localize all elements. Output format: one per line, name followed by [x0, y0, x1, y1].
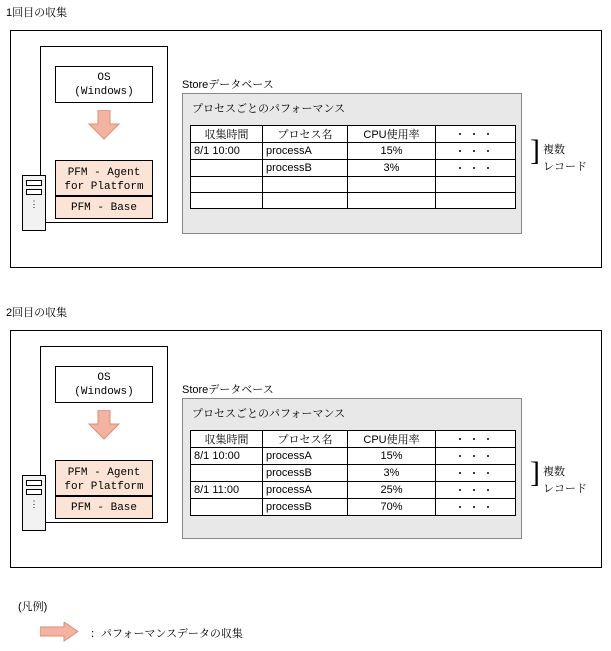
table-row: [191, 499, 516, 516]
table-row: [191, 482, 516, 499]
server-slot: [26, 189, 42, 195]
cell-cpu-usage: 15%: [348, 448, 436, 465]
server-slot: [26, 489, 42, 495]
cell-cpu-usage: 15%: [348, 143, 436, 160]
cell-process-name: [263, 193, 348, 209]
cell-more: ・・・: [436, 482, 516, 499]
cell-more: [436, 177, 516, 193]
os-label-line1: OS: [97, 72, 111, 84]
cell-collection-time: [191, 465, 263, 482]
os-box-first: [55, 66, 153, 103]
server-tower-icon-second: [22, 475, 46, 531]
column-header-more: ・・・: [436, 431, 516, 448]
cell-process-name: processA: [263, 143, 348, 160]
cell-process-name: processB: [263, 160, 348, 177]
os-box-second: [55, 366, 153, 403]
cell-collection-time: [191, 193, 263, 209]
pfm-agent-label-line2: for Platform: [64, 481, 144, 493]
pfm-agent-box-second: [55, 460, 153, 496]
cell-cpu-usage: [348, 177, 436, 193]
table-row: [191, 177, 516, 193]
cell-cpu-usage: 3%: [348, 160, 436, 177]
record-bracket-second: ]: [530, 456, 540, 489]
cell-more: ・・・: [436, 160, 516, 177]
record-count-label-first-line2: レコード: [543, 161, 587, 173]
collection-arrow-icon-first: [87, 110, 121, 140]
cell-more: ・・・: [436, 465, 516, 482]
cell-collection-time: [191, 160, 263, 177]
column-header-process-name: プロセス名: [263, 126, 348, 143]
table-row: [191, 160, 516, 177]
record-count-label-first-line1: 複数: [543, 144, 565, 156]
cell-more: [436, 193, 516, 209]
server-slot: [26, 480, 42, 486]
os-label-line1: OS: [97, 372, 111, 384]
legend-arrow-icon: [40, 622, 80, 642]
cell-process-name: processA: [263, 482, 348, 499]
cell-collection-time: 8/1 10:00: [191, 448, 263, 465]
pfm-base-box-first: [55, 196, 153, 219]
server-slot: [26, 180, 42, 186]
column-header-collection-time: 収集時間: [191, 126, 263, 143]
column-header-cpu-usage: CPU使用率: [348, 431, 436, 448]
cell-process-name: [263, 177, 348, 193]
record-count-label-second-line2: レコード: [543, 483, 587, 495]
cell-more: ・・・: [436, 143, 516, 160]
os-label-line2: (Windows): [74, 386, 134, 398]
cell-collection-time: 8/1 10:00: [191, 143, 263, 160]
performance-table-second: [190, 430, 516, 516]
cell-collection-time: [191, 499, 263, 516]
column-header-collection-time: 収集時間: [191, 431, 263, 448]
store-record-type-label-first: プロセスごとのパフォーマンス: [192, 103, 346, 115]
column-header-process-name: プロセス名: [263, 431, 348, 448]
cell-more: ・・・: [436, 448, 516, 465]
section-title-second-collection: 2回目の収集: [6, 307, 68, 319]
pfm-base-box-second: [55, 496, 153, 519]
cell-process-name: processB: [263, 465, 348, 482]
cell-cpu-usage: 3%: [348, 465, 436, 482]
cell-collection-time: 8/1 11:00: [191, 482, 263, 499]
cell-process-name: processB: [263, 499, 348, 516]
table-row: [191, 465, 516, 482]
collection-arrow-icon-second: [87, 410, 121, 440]
cell-cpu-usage: [348, 193, 436, 209]
legend-title: (凡例): [18, 601, 48, 613]
column-header-cpu-usage: CPU使用率: [348, 126, 436, 143]
store-record-type-label-second: プロセスごとのパフォーマンス: [192, 408, 346, 420]
pfm-agent-label-line1: PFM - Agent: [67, 467, 141, 479]
table-header-row: [191, 126, 516, 143]
cell-collection-time: [191, 177, 263, 193]
pfm-base-label: PFM - Base: [70, 502, 137, 514]
table-row: [191, 448, 516, 465]
performance-table-first: [190, 125, 516, 209]
cell-process-name: processA: [263, 448, 348, 465]
legend-description: ：パフォーマンスデータの収集: [90, 628, 243, 640]
pfm-agent-box-first: [55, 160, 153, 196]
server-tower-icon-first: [22, 175, 46, 231]
pfm-agent-label-line2: for Platform: [64, 181, 144, 193]
store-database-label-first: Storeデータベース: [182, 79, 274, 91]
os-label-line2: (Windows): [74, 86, 134, 98]
column-header-more: ・・・: [436, 126, 516, 143]
section-title-first-collection: 1回目の収集: [6, 7, 68, 19]
store-database-label-second: Storeデータベース: [182, 384, 274, 396]
cell-cpu-usage: 70%: [348, 499, 436, 516]
record-bracket-first: ]: [530, 134, 540, 167]
table-row: [191, 143, 516, 160]
cell-more: ・・・: [436, 499, 516, 516]
pfm-agent-label-line1: PFM - Agent: [67, 167, 141, 179]
server-dots: ⋮: [29, 199, 39, 209]
cell-cpu-usage: 25%: [348, 482, 436, 499]
record-count-label-second-line1: 複数: [543, 466, 565, 478]
table-header-row: [191, 431, 516, 448]
pfm-base-label: PFM - Base: [70, 202, 137, 214]
server-dots: ⋮: [29, 499, 39, 509]
table-row: [191, 193, 516, 209]
